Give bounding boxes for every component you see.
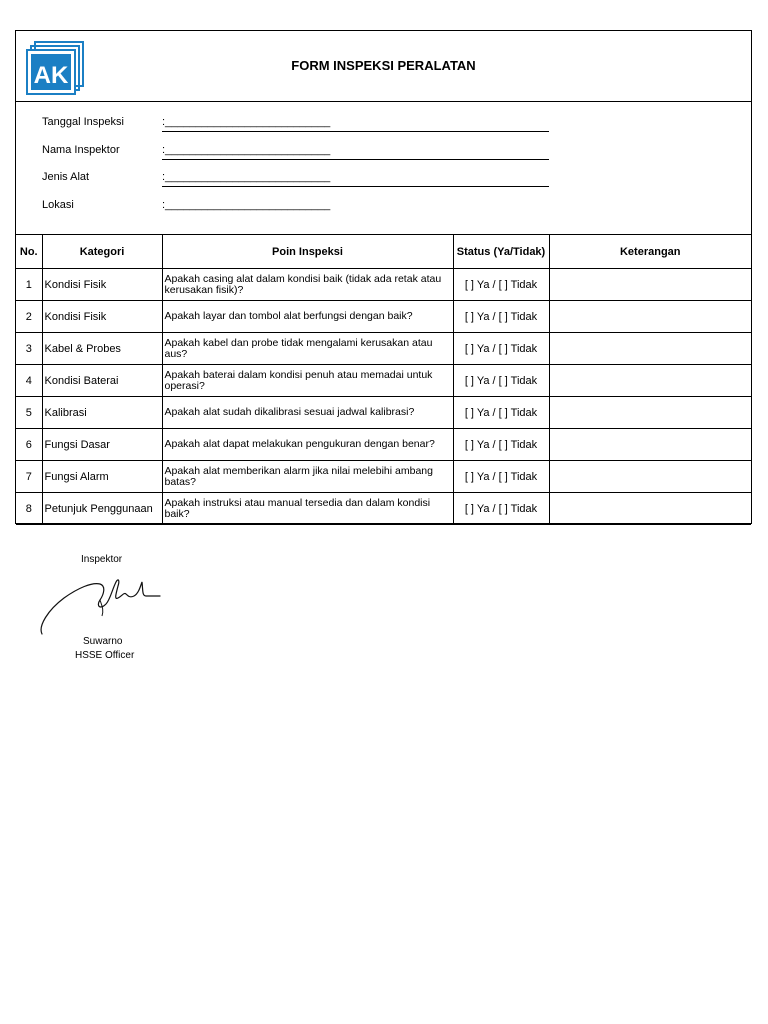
cell-poin: Apakah alat sudah dikalibrasi sesuai jadwal kalibrasi?	[162, 397, 453, 429]
cell-keterangan[interactable]	[549, 269, 751, 301]
cell-keterangan[interactable]	[549, 429, 751, 461]
cell-keterangan[interactable]	[549, 397, 751, 429]
cell-kategori: Kondisi Baterai	[42, 365, 162, 397]
signature-block	[30, 550, 180, 670]
cell-poin: Apakah layar dan tombol alat berfungsi dengan baik?	[162, 301, 453, 333]
info-label: Nama Inspektor	[42, 144, 120, 156]
underline	[162, 159, 549, 160]
cell-no: 8	[16, 493, 42, 525]
cell-status[interactable]: [ ] Ya / [ ] Tidak	[453, 365, 549, 397]
info-label: Tanggal Inspeksi	[42, 116, 124, 128]
info-row-tanggal	[16, 116, 751, 136]
table-row	[16, 301, 751, 333]
cell-kategori: Kondisi Fisik	[42, 301, 162, 333]
cell-no: 7	[16, 461, 42, 493]
cell-no: 3	[16, 333, 42, 365]
column-header-poin: Poin Inspeksi	[162, 235, 453, 269]
cell-no: 2	[16, 301, 42, 333]
form-header	[16, 31, 751, 102]
cell-poin: Apakah kabel dan probe tidak mengalami kerusakan atau aus?	[162, 333, 453, 365]
cell-keterangan[interactable]	[549, 301, 751, 333]
table-row	[16, 365, 751, 397]
cell-status[interactable]: [ ] Ya / [ ] Tidak	[453, 333, 549, 365]
table-row	[16, 333, 751, 365]
cell-keterangan[interactable]	[549, 365, 751, 397]
info-label: Lokasi	[42, 199, 74, 211]
underline	[162, 186, 549, 187]
cell-status[interactable]: [ ] Ya / [ ] Tidak	[453, 429, 549, 461]
info-field-value[interactable]: :___________________________	[162, 199, 331, 211]
table-row	[16, 397, 751, 429]
info-row-lokasi	[16, 199, 751, 219]
cell-kategori: Fungsi Alarm	[42, 461, 162, 493]
cell-status[interactable]: [ ] Ya / [ ] Tidak	[453, 397, 549, 429]
column-header-no: No.	[16, 235, 42, 269]
cell-kategori: Kabel & Probes	[42, 333, 162, 365]
cell-poin: Apakah baterai dalam kondisi penuh atau memadai untuk operasi?	[162, 365, 453, 397]
column-header-status: Status (Ya/Tidak)	[453, 235, 549, 269]
inspection-form	[15, 30, 752, 524]
cell-keterangan[interactable]	[549, 333, 751, 365]
cell-status[interactable]: [ ] Ya / [ ] Tidak	[453, 493, 549, 525]
info-section	[16, 101, 751, 235]
form-title: FORM INSPEKSI PERALATAN	[291, 58, 476, 73]
table-row	[16, 461, 751, 493]
info-row-nama	[16, 144, 751, 164]
table-row	[16, 493, 751, 525]
cell-kategori: Kondisi Fisik	[42, 269, 162, 301]
cell-kategori: Fungsi Dasar	[42, 429, 162, 461]
info-label: Jenis Alat	[42, 171, 90, 183]
handwritten-signature-icon	[30, 570, 170, 640]
signature-name: Suwarno	[83, 636, 123, 647]
column-header-keterangan: Keterangan	[549, 235, 751, 269]
cell-poin: Apakah alat memberikan alarm jika nilai melebihi ambang batas?	[162, 461, 453, 493]
cell-no: 5	[16, 397, 42, 429]
svg-text:AK: AK	[33, 62, 69, 89]
cell-no: 4	[16, 365, 42, 397]
signature-position: HSSE Officer	[75, 650, 135, 661]
cell-poin: Apakah alat dapat melakukan pengukuran dengan benar?	[162, 429, 453, 461]
cell-status[interactable]: [ ] Ya / [ ] Tidak	[453, 461, 549, 493]
info-row-jenis-alat	[16, 171, 751, 191]
info-field-value[interactable]: :___________________________	[162, 116, 331, 128]
table-row	[16, 269, 751, 301]
cell-keterangan[interactable]	[549, 461, 751, 493]
cell-keterangan[interactable]	[549, 493, 751, 525]
table-row	[16, 429, 751, 461]
cell-no: 6	[16, 429, 42, 461]
cell-status[interactable]: [ ] Ya / [ ] Tidak	[453, 269, 549, 301]
table-header-row	[16, 235, 751, 269]
cell-kategori: Petunjuk Penggunaan	[42, 493, 162, 525]
signature-role: Inspektor	[81, 554, 123, 565]
info-field-value[interactable]: :___________________________	[162, 171, 331, 183]
cell-poin: Apakah instruksi atau manual tersedia dan dalam kondisi baik?	[162, 493, 453, 525]
cell-no: 1	[16, 269, 42, 301]
inspection-table	[16, 234, 751, 525]
cell-status[interactable]: [ ] Ya / [ ] Tidak	[453, 301, 549, 333]
cell-poin: Apakah casing alat dalam kondisi baik (tidak ada retak atau kerusakan fisik)?	[162, 269, 453, 301]
column-header-kategori: Kategori	[42, 235, 162, 269]
underline	[162, 131, 549, 132]
info-field-value[interactable]: :___________________________	[162, 144, 331, 156]
cell-kategori: Kalibrasi	[42, 397, 162, 429]
